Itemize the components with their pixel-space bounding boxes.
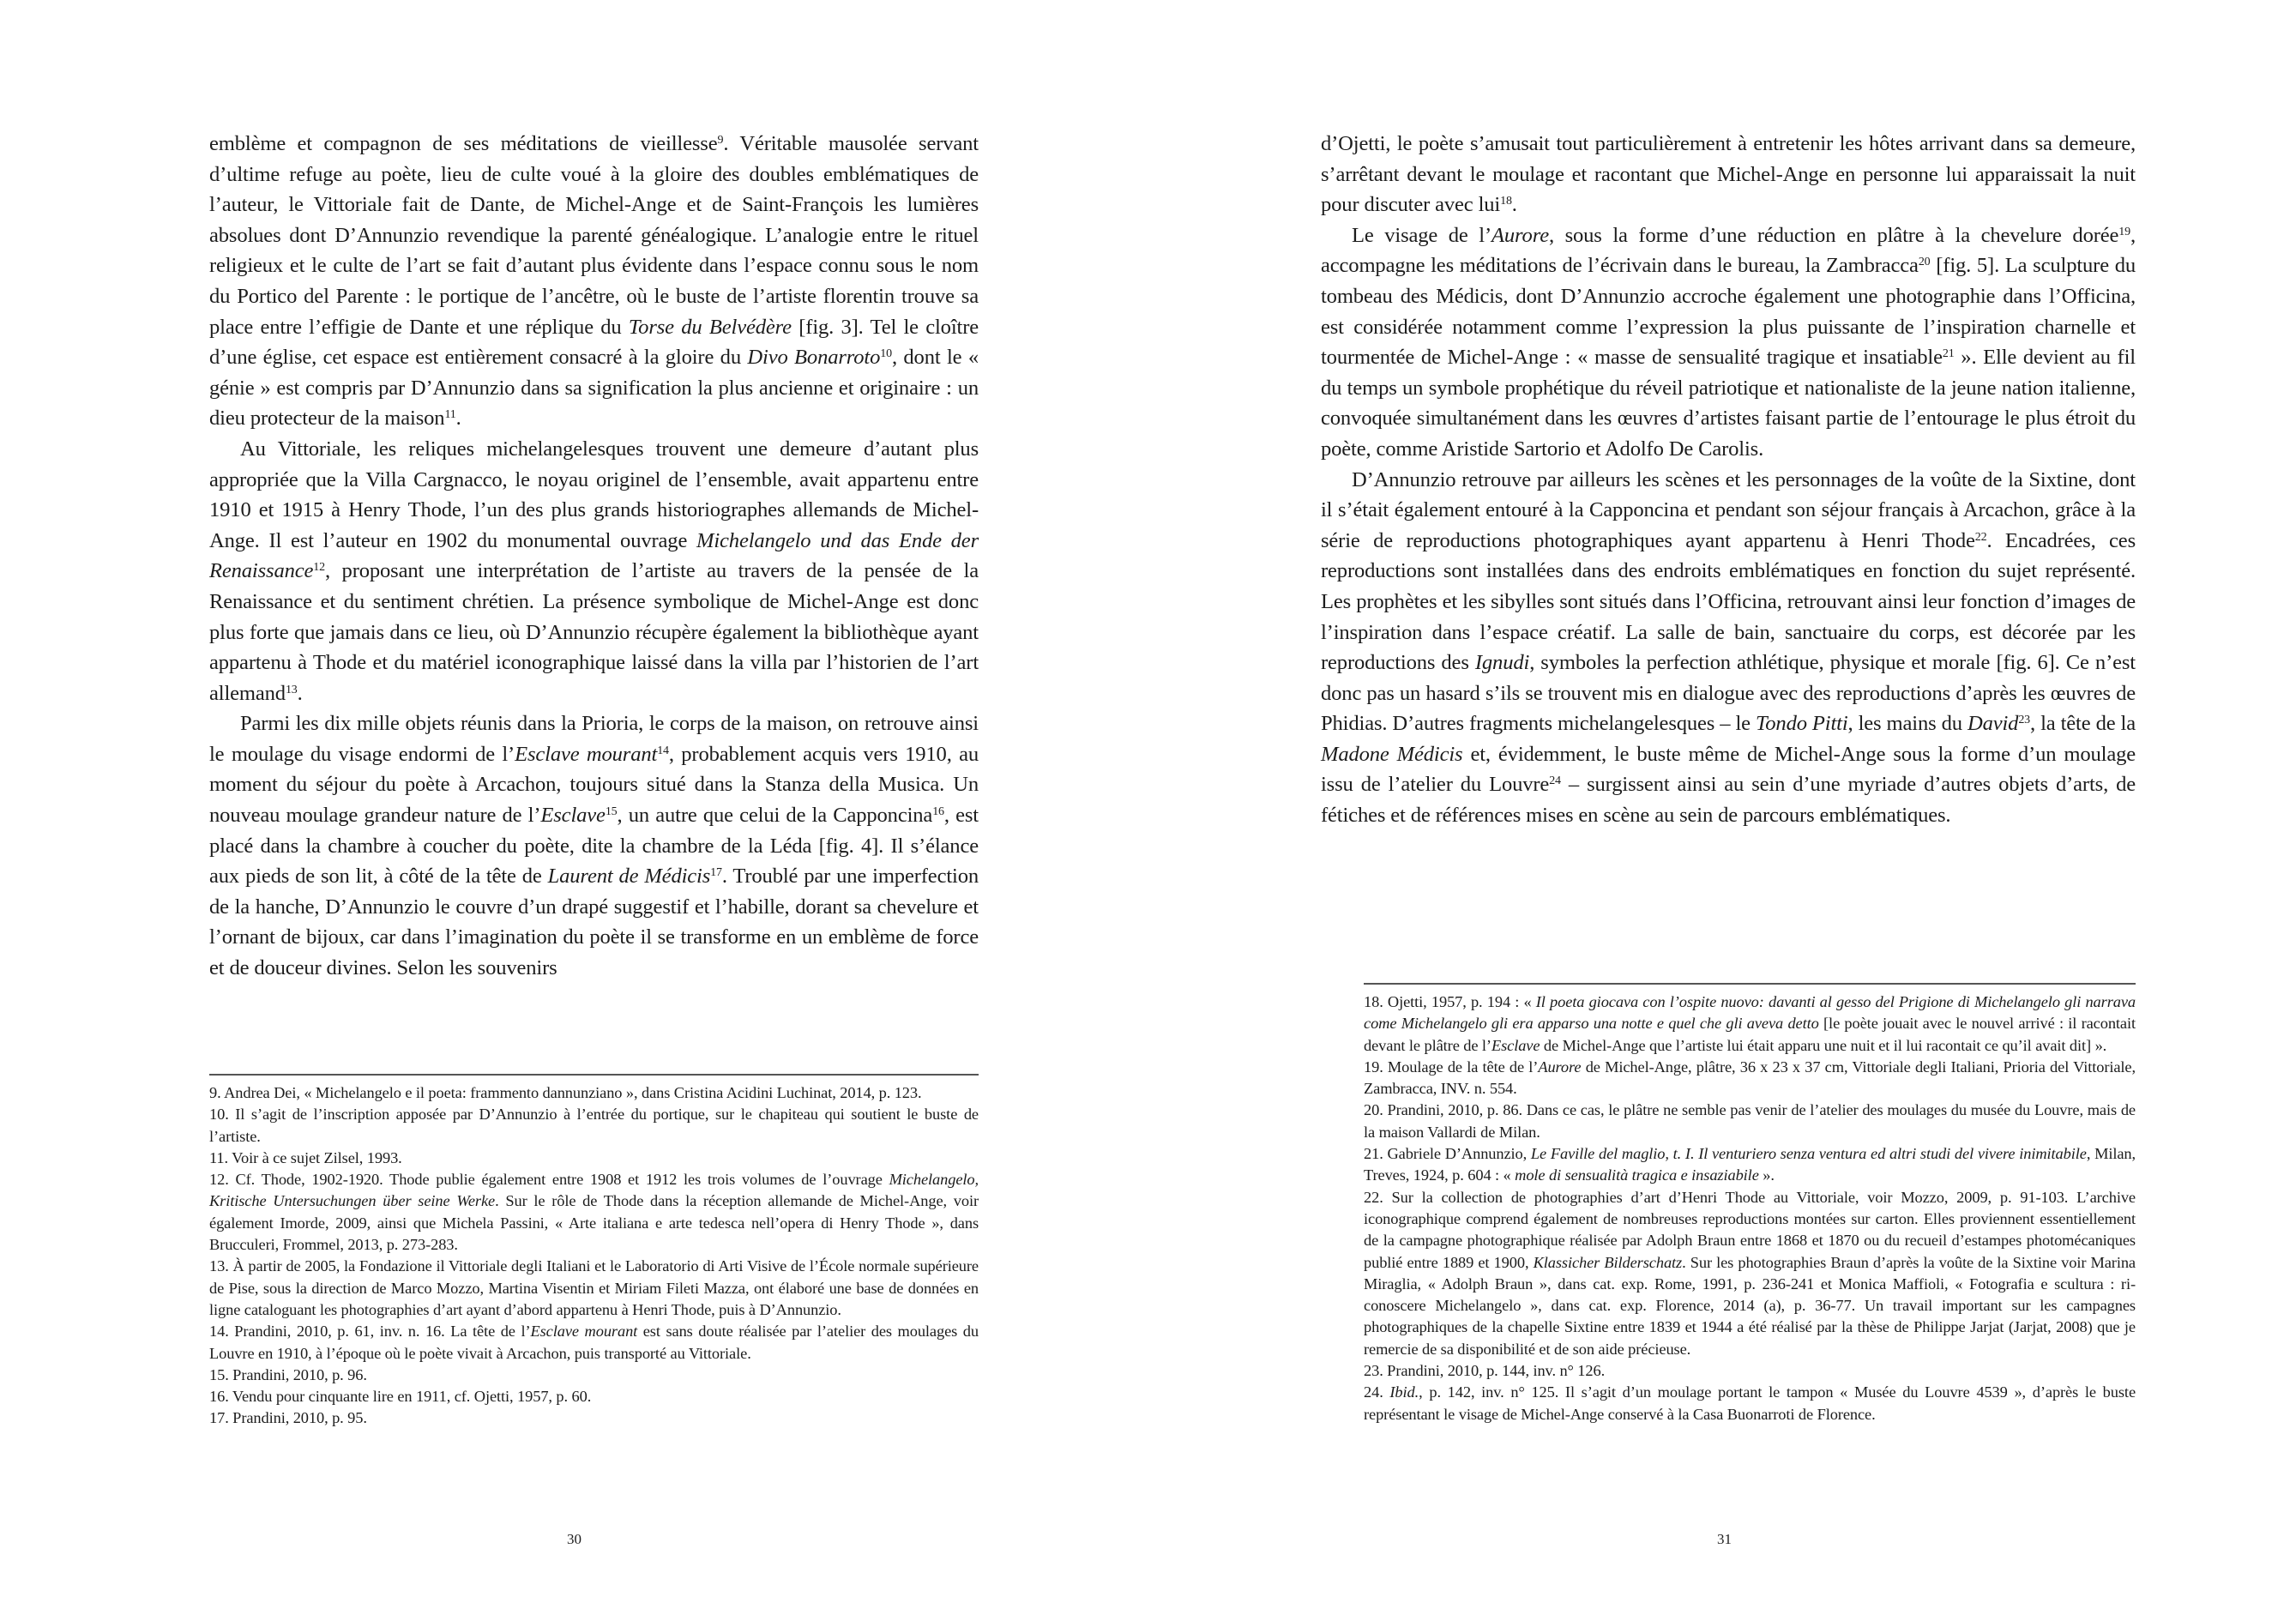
footnote-ref[interactable]: 14: [657, 744, 669, 757]
footnote-ref[interactable]: 24: [1549, 774, 1561, 788]
footnote: 13. À partir de 2005, la Fondazione il Vittoriale degli Italiani et le Laboratorio di Arti Visive de l’École normale supérieure de Pise, sous la direction de Marco Mozzo, Martina Visentin et Miriam Fileti Mazza, ont élaboré une base de données en ligne cataloguant les photographies d’art ayant d’abord appartenu à Henri Thode, puis à D’Annunzio.: [209, 1257, 979, 1318]
footnote-ref[interactable]: 16: [932, 805, 944, 819]
footnote-ref[interactable]: 20: [1918, 256, 1931, 269]
footnote-ref[interactable]: 21: [1942, 347, 1955, 361]
paragraph: emblème et compagnon de ses méditations de vieillesse$^9$. Véritable mausolée servant d’ultime refuge au poète, lieu de culte voué à la gloire des doubles emblématiques de l’auteur, le Vittoriale fait de Dante, de Michel-Ange et de Saint-François les lumières absolues dont D’Annunzio revendique la parenté généalogique. L’analogie entre le rituel religieux et le culte de l’art se fait d’autant plus évidente dans l’espace connu sous le nom du Portico del Parente : le portique de l’ancêtre, où le buste de l’artiste florentin trouve sa place entre l’effigie de Dante et une réplique du Torse du Belvédère [fig. 3]. Tel le cloître d’une église, cet espace est entièrement consacré à la gloire du Divo Bonarroto$^{10}$, dont le « génie » est compris par D’Annunzio dans sa signification la plus ancienne et originaire : un dieu protecteur de la maison$^{11}$.: [209, 132, 979, 431]
italic-title: Esclave mourant: [530, 1323, 638, 1341]
footnote: 14. Prandini, 2010, p. 61, inv. n. 16. La tête de l’Esclave mourant est sans doute réalisée par l’atelier des moulages du Louvre en 1910, à l’époque où le poète vivait à Arcachon, puis transporté au Vittoriale.: [209, 1323, 979, 1362]
footnote-ref[interactable]: 23: [2018, 714, 2031, 727]
right-page: [1148, 0, 2296, 1621]
italic-title: Aurore: [1491, 223, 1549, 247]
footnote: 9. Andrea Dei, « Michelangelo e il poeta: frammento dannunziano », dans Cristina Acidini Luchinat, 2014, p. 123.: [209, 1084, 922, 1101]
paragraph: D’Annunzio retrouve par ailleurs les scènes et les personnages de la voûte de la Sixtine, dont il s’était également entouré à la Capponcina et pendant son séjour français à Arcachon, grâce à la série de reproductions photographiques ayant appartenu à Henri Thode$^{22}$. Encadrées, ces reproductions sont installées dans des endroits emblématiques en fonction du sujet représenté. Les prophètes et les sibylles sont situés dans l’Officina, retrouvant ainsi leur fonction d’images de l’inspiration dans l’espace créatif. La salle de bain, sanctuaire du corps, est décorée par les reproductions des Ignudi, symboles la perfection athlétique, physique et morale [fig. 6]. Ce n’est donc pas un hasard s’ils se trouvent mis en dialogue avec des reproductions d’après les œuvres de Phidias. D’autres fragments michelangelesques – le Tondo Pitti, les mains du David$^{23}$, la tête de la Madone Médicis et, évidemment, le buste même de Michel-Ange sous la forme d’un moulage issu de l’atelier du Louvre$^{24}$ – surgissent ainsi au sein d’une myriade d’autres objets d’arts, de fétiches et de références mises en scène au sein de parcours emblématiques.: [1321, 467, 2136, 828]
footnote: 21. Gabriele D’Annunzio, Le Faville del maglio, t. I. Il venturiero senza ventura ed altri studi del vivere inimitabile, Milan, Treves, 1924, p. 604 : « mole di sensualità tragica e insaziabile ».: [1364, 1145, 2136, 1184]
italic-title: Madone Médicis: [1321, 742, 1463, 766]
footnote: 11. Voir à ce sujet Zilsel, 1993.: [209, 1148, 402, 1166]
footnotes: [1364, 991, 2136, 1425]
italic-title: Tondo Pitti: [1756, 712, 1848, 736]
paragraph: Le visage de l’Aurore, sous la forme d’une réduction en plâtre à la chevelure dorée$^{19}$, accompagne les méditations de l’écrivain dans le bureau, la Zambracca$^{20}$ [fig. 5]. La sculpture du tombeau des Médicis, dont D’Annunzio accroche également une photographie dans l’Officina, est considérée notamment comme l’expression la plus puissante de l’inspiration charnelle et tourmentée de Michel-Ange : « masse de sensualité tragique et insatiable$^{21}$ ». Elle devient au fil du temps un symbole prophétique du réveil patriotique et nationaliste de la jeune nation italienne, convoquée simultanément dans les œuvres d’artistes faisant partie de l’entourage le plus étroit du poète, comme Aristide Sartorio et Adolfo De Carolis.: [1321, 223, 2136, 461]
italic-title: Esclave mourant: [515, 742, 658, 766]
footnote: 10. Il s’agit de l’inscription apposée par D’Annunzio à l’entrée du portique, sur le chapiteau qui soutient le buste de l’artiste.: [209, 1106, 979, 1145]
italic-title: Ignudi: [1474, 651, 1530, 675]
footnote: 19. Moulage de la tête de l’Aurore de Michel-Ange, plâtre, 36 x 23 x 37 cm, Vittoriale degli Italiani, Prioria del Vittoriale, Zambracca, INV. n. 554.: [1364, 1058, 2136, 1098]
italic-title: Le Faville del maglio, t. I. Il venturiero senza ventura ed altri studi del vivere inimitabile: [1530, 1145, 2087, 1163]
footnote-ref[interactable]: 11: [444, 408, 456, 422]
footnote-ref[interactable]: 12: [313, 561, 325, 575]
italic-title: Torse du Belvédère: [628, 315, 792, 339]
body-text: [1321, 129, 2136, 831]
footnote: 24. Ibid., p. 142, inv. n° 125. Il s’agit d’un moulage portant le tampon « Musée du Louvre 4539 », d’après le buste représentant le visage de Michel-Ange conservé à la Casa Buonarroti de Florence.: [1364, 1383, 2136, 1423]
italic-title: Aurore: [1538, 1058, 1582, 1076]
italic-title: Michelangelo, Kritische Untersuchungen über seine Werke: [209, 1171, 979, 1210]
page-number: 30: [567, 1531, 582, 1547]
body-text: [209, 129, 979, 984]
italic-title: Klassicher Bilderschatz: [1533, 1253, 1683, 1271]
footnote-ref[interactable]: 18: [1500, 195, 1512, 208]
italic-title: Esclave: [1491, 1036, 1540, 1054]
footnote: 15. Prandini, 2010, p. 96.: [209, 1365, 367, 1383]
footnote-ref[interactable]: 15: [605, 805, 618, 819]
footnote: 20. Prandini, 2010, p. 86. Dans ce cas, le plâtre ne semble pas venir de l’atelier des moulages du musée du Louvre, mais de la maison Vallardi de Milan.: [1364, 1101, 2136, 1141]
footnote: 17. Prandini, 2010, p. 95.: [209, 1409, 367, 1427]
paragraph: d’Ojetti, le poète s’amusait tout particulièrement à entretenir les hôtes arrivant dans sa demeure, s’arrêtant devant le moulage et racontant que Michel-Ange en personne lui apparaissait la nuit pour discuter avec lui$^{18}$.: [1321, 132, 2136, 217]
footnote: 23. Prandini, 2010, p. 144, inv. n° 126.: [1364, 1362, 1606, 1380]
footnote: 18. Ojetti, 1957, p. 194 : « Il poeta giocava con l’ospite nuovo: davanti al gesso del Prigione di Michelangelo gli narrava come Michelangelo gli era apparso una notte e quel che gli aveva detto [le poète jouait avec le nouvel arrivé : il racontait devant le plâtre de l’Esclave de Michel-Ange que l’artiste lui était apparu une nuit et il lui racontait ce qu’il avait dit] ».: [1364, 993, 2136, 1054]
footnotes: [209, 1082, 979, 1430]
footnote-ref[interactable]: 17: [710, 866, 722, 880]
footnote: 16. Vendu pour cinquante lire en 1911, cf. Ojetti, 1957, p. 60.: [209, 1388, 592, 1406]
italic-title: mole di sensualità tragica e insaziabile: [1515, 1166, 1759, 1184]
italic-title: Ibid.: [1389, 1383, 1419, 1401]
italic-title: David: [1967, 712, 2019, 736]
italic-title: Il poeta giocava con l’ospite nuovo: davanti al gesso del Prigione di Michelangelo gli narrava come Michelangelo gli era apparso una notte e quel che gli aveva detto: [1364, 993, 2136, 1033]
footnote: 12. Cf. Thode, 1902-1920. Thode publie également entre 1908 et 1912 les trois volumes de l’ouvrage Michelangelo, Kritische Untersuchungen über seine Werke. Sur le rôle de Thode dans la réception allemande de Michel-Ange, voir également Imorde, 2009, ainsi que Michela Passini, « Arte italiana e arte tedesca nell’opera di Henry Thode », dans Brucculeri, Frommel, 2013, p. 273-283.: [209, 1171, 979, 1254]
page-number: 31: [1717, 1531, 1732, 1547]
footnote-divider: [209, 1074, 979, 1076]
italic-title: Divo Bonarroto: [747, 346, 881, 370]
italic-title: Esclave: [540, 804, 606, 828]
italic-title: Michelangelo und das Ende der Renaissance: [209, 528, 979, 583]
footnote-divider: [1364, 983, 2136, 985]
footnote-ref[interactable]: 22: [1974, 530, 1987, 544]
footnote-ref[interactable]: 9: [717, 134, 724, 147]
footnote-ref[interactable]: 13: [285, 683, 298, 696]
paragraph: Parmi les dix mille objets réunis dans la Prioria, le corps de la maison, on retrouve ainsi le moulage du visage endormi de l’Esclave mourant$^{14}$, probablement acquis vers 1910, au moment du séjour du poète à Arcachon, toujours situé dans la Stanza della Musica. Un nouveau moulage grandeur nature de l’Esclave$^{15}$, un autre que celui de la Capponcina$^{16}$, est placé dans la chambre à coucher du poète, dite la chambre de la Léda [fig. 4]. Il s’élance aux pieds de son lit, à côté de la tête de Laurent de Médicis$^{17}$. Troublé par une imperfection de la hanche, D’Annunzio le couvre d’un drapé suggestif et l’habille, dorant sa chevelure et l’ornant de bijoux, car dans l’imagination du poète il se transforme en un emblème de force et de douceur divines. Selon les souvenirs: [209, 712, 979, 980]
footnote-ref[interactable]: 19: [2118, 225, 2130, 238]
paragraph: Au Vittoriale, les reliques michelangelesques trouvent une demeure d’autant plus appropriée que la Villa Cargnacco, le noyau originel de l’ensemble, avait appartenu entre 1910 et 1915 à Henry Thode, l’un des plus grands historiographes allemands de Michel-Ange. Il est l’auteur en 1902 du monumental ouvrage Michelangelo und das Ende der Renaissance$^{12}$, proposant une interprétation de l’artiste au travers de la pensée de la Renaissance et du sentiment chrétien. La présence symbolique de Michel-Ange est donc plus forte que jamais dans ce lieu, où D’Annunzio récupère également la bibliothèque ayant appartenu à Thode et du matériel iconographique laissé dans la villa par l’historien de l’art allemand$^{13}$.: [209, 437, 979, 705]
italic-title: Laurent de Médicis: [547, 865, 711, 889]
footnote: 22. Sur la collection de photographies d’art d’Henri Thode au Vittoriale, voir Mozzo, 2009, p. 91-103. L’archive iconographique comprend également de nombreuses reproductions montées sur carton. Elles proviennent essentiellement de la campagne photographique réalisée par Adolph Braun entre 1868 et 1870 ou du recueil d’estampes photomécaniques publié entre 1889 et 1900, Klassicher Bilderschatz. Sur les photographies Braun d’après la voûte de la Sixtine voir Marina Miraglia, « Adolph Braun », dans cat. exp. Rome, 1991, p. 236-241 et Monica Maffioli, « Fotografia e scultura : ri-conoscere Michelangelo », dans cat. exp. Florence, 2014 (a), p. 36-77. Un travail important sur les campagnes photographiques de la chapelle Sixtine entre 1839 et 1944 a été réalisé par la thèse de Philippe Jarjat (Jarjat, 2008) que je remercie de sa disponibilité et de son aide précieuse.: [1364, 1188, 2136, 1358]
footnote-ref[interactable]: 10: [880, 347, 892, 361]
